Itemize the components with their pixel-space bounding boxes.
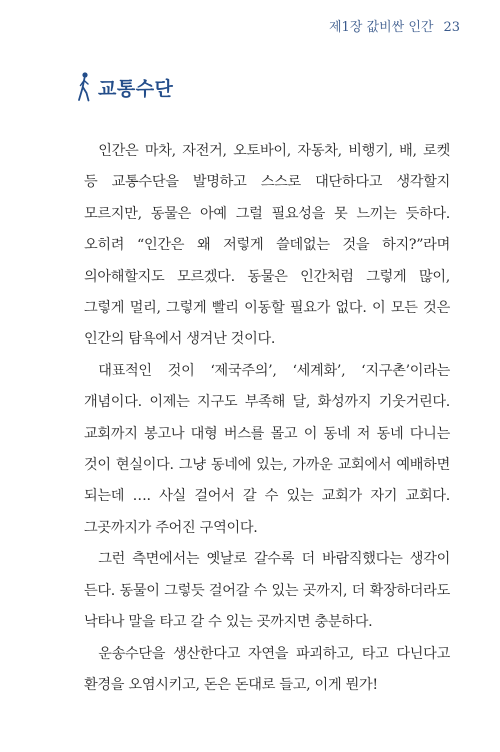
paragraph: 운송수단을 생산한다고 자연을 파괴하고, 타고 다닌다고 환경을 오염시키고, 돈은 돈대로 들고, 이게 뭔가! — [84, 645, 450, 693]
walking-person-icon — [76, 72, 92, 102]
running-header — [329, 16, 460, 35]
chapter-title: 제1장 값비싼 인간 — [329, 20, 434, 35]
page-number: 23 — [443, 20, 460, 35]
paragraph: 그런 측면에서는 옛날로 갈수록 더 바람직했다는 생각이 든다. 동물이 그렇듯 걸어갈 수 있는 곳까지, 더 확장하더라도 낙타나 말을 타고 갈 수 있는 곳까지면 충분하다. — [84, 551, 450, 631]
body-text — [84, 136, 450, 701]
section-title: 교통수단 — [98, 77, 174, 100]
section-heading — [76, 72, 173, 102]
paragraph: 대표적인 것이 ‘제국주의’, ‘세계화’, ‘지구촌’이라는 개념이다. 이제는 지구도 부족해 달, 화성까지 기웃거린다. 교회까지 봉고나 대형 버스를 몰고 이 동네 저 동네 다니는 것이 현실이다. 그냥 동네에 있는, 가까운 교회에서 예배하면 되는데 …. 사실 걸어서 갈 수 있는 교회가 자기 교회다. 그곳까지가 주어진 구역이다. — [84, 362, 450, 536]
paragraph: 인간은 마차, 자전거, 오토바이, 자동차, 비행기, 배, 로켓 등 교통수단을 발명하고 스스로 대단하다고 생각할지 모르지만, 동물은 아예 그럴 필요성을 못 느끼는 듯하다. 오히려 “인간은 왜 저렇게 쓸데없는 것을 하지?”라며 의아해할지도 모르겠다. 동물은 인간처럼 그렇게 많이, 그렇게 멀리, 그렇게 빨리 이동할 필요가 없다. 이 모든 것은 인간의 탐욕에서 생겨난 것이다. — [84, 143, 450, 348]
